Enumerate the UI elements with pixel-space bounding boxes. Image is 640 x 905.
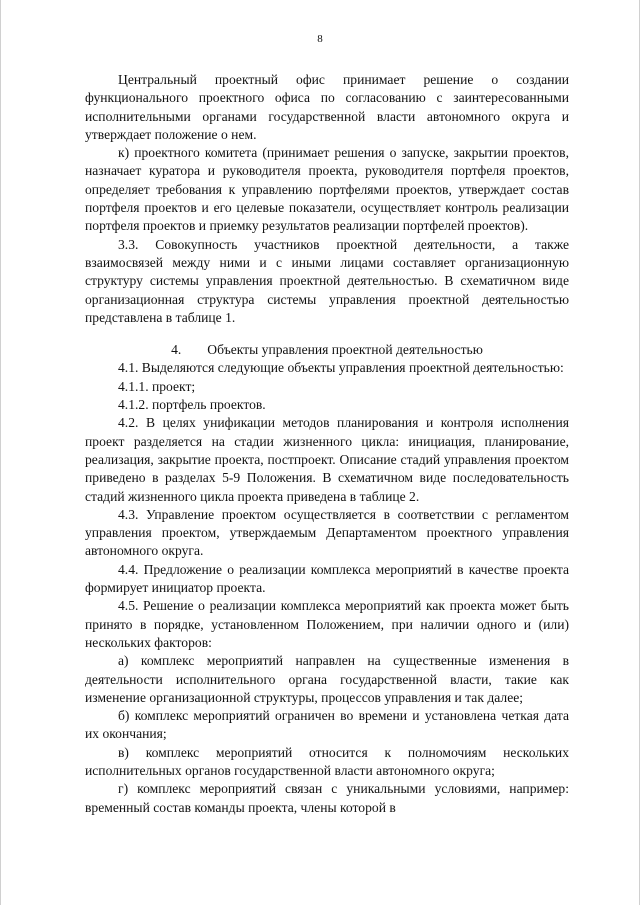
- section-heading: [85, 341, 569, 359]
- paragraph-item-v: в) комплекс мероприятий относится к полномочиям нескольких исполнительных органов государственной власти автономного округа;: [85, 744, 569, 778]
- paragraph-project-committee: к) проектного комитета (принимает решения о запуске, закрытии проектов, назначает куратора и руководителя проекта, руководителя портфеля проектов, определяет требования к управлению портфелями проектов, утверждает состав портфеля проектов и его целевые показатели, осуществляет контроль реализации портфеля проектов и приемку результатов реализации портфелей проектов).: [85, 145, 569, 234]
- document-body: [85, 71, 569, 817]
- spacer: [85, 327, 569, 336]
- paragraph-4-1: 4.1. Выделяются следующие объекты управления проектной деятельностью:: [118, 360, 564, 376]
- paragraph-item-b: б) комплекс мероприятий ограничен во времени и установлена четкая дата их окончания;: [85, 708, 569, 742]
- paragraph-4-4: 4.4. Предложение о реализации комплекса мероприятий в качестве проекта формирует инициатор проекта.: [85, 561, 569, 596]
- paragraph-central-office: Центральный проектный офис принимает решение о создании функционального проектного офиса по согласованию с заинтересованными исполнительными органами государственной власти автономного округа и утверждает положение о нем.: [85, 72, 569, 142]
- paragraph-3-3: 3.3. Совокупность участников проектной деятельности, а также взаимосвязей между ними и с иными лицами составляет организационную структуру системы управления проектной деятельностью. В схематичном виде организационная структура системы управления проектной деятельностью представлена в таблице 1.: [85, 236, 569, 325]
- paragraph-item-a: а) комплекс мероприятий направлен на существенные изменения в деятельности исполнительного органа государственной власти, такие как изменение организационной структуры, процессов управления и так далее;: [85, 653, 569, 705]
- paragraph-4-5: 4.5. Решение о реализации комплекса мероприятий как проекта может быть принято в порядке, установленном Положением, при наличии одного и (или) нескольких факторов:: [85, 598, 569, 650]
- paragraph-4-1-2: 4.1.2. портфель проектов.: [118, 397, 266, 413]
- paragraph-4-3: 4.3. Управление проектом осуществляется в соответствии с регламентом управления проектом, утверждаемым Департаментом проектного управления автономного округа.: [85, 506, 569, 559]
- page-number: 8: [317, 33, 323, 45]
- section-heading-number: 4.: [171, 342, 182, 358]
- paragraph-item-g: г) комплекс мероприятий связан с уникальными условиями, например: временный состав команды проекта, члены которой в: [85, 781, 569, 815]
- paragraph-4-2: 4.2. В целях унификации методов планирования и контроля исполнения проект разделяется на стадии жизненного цикла: инициация, планирование, реализация, закрытие проекта, постпроект. Описание стадий управления проектом приведено в разделах 5-9 Положения. В схематичном виде последовательность стадий жизненного цикла проекта приведена в таблице 2.: [85, 415, 569, 504]
- section-heading-title: Объекты управления проектной деятельностью: [207, 342, 483, 358]
- paragraph-4-1-1: 4.1.1. проект;: [118, 378, 196, 394]
